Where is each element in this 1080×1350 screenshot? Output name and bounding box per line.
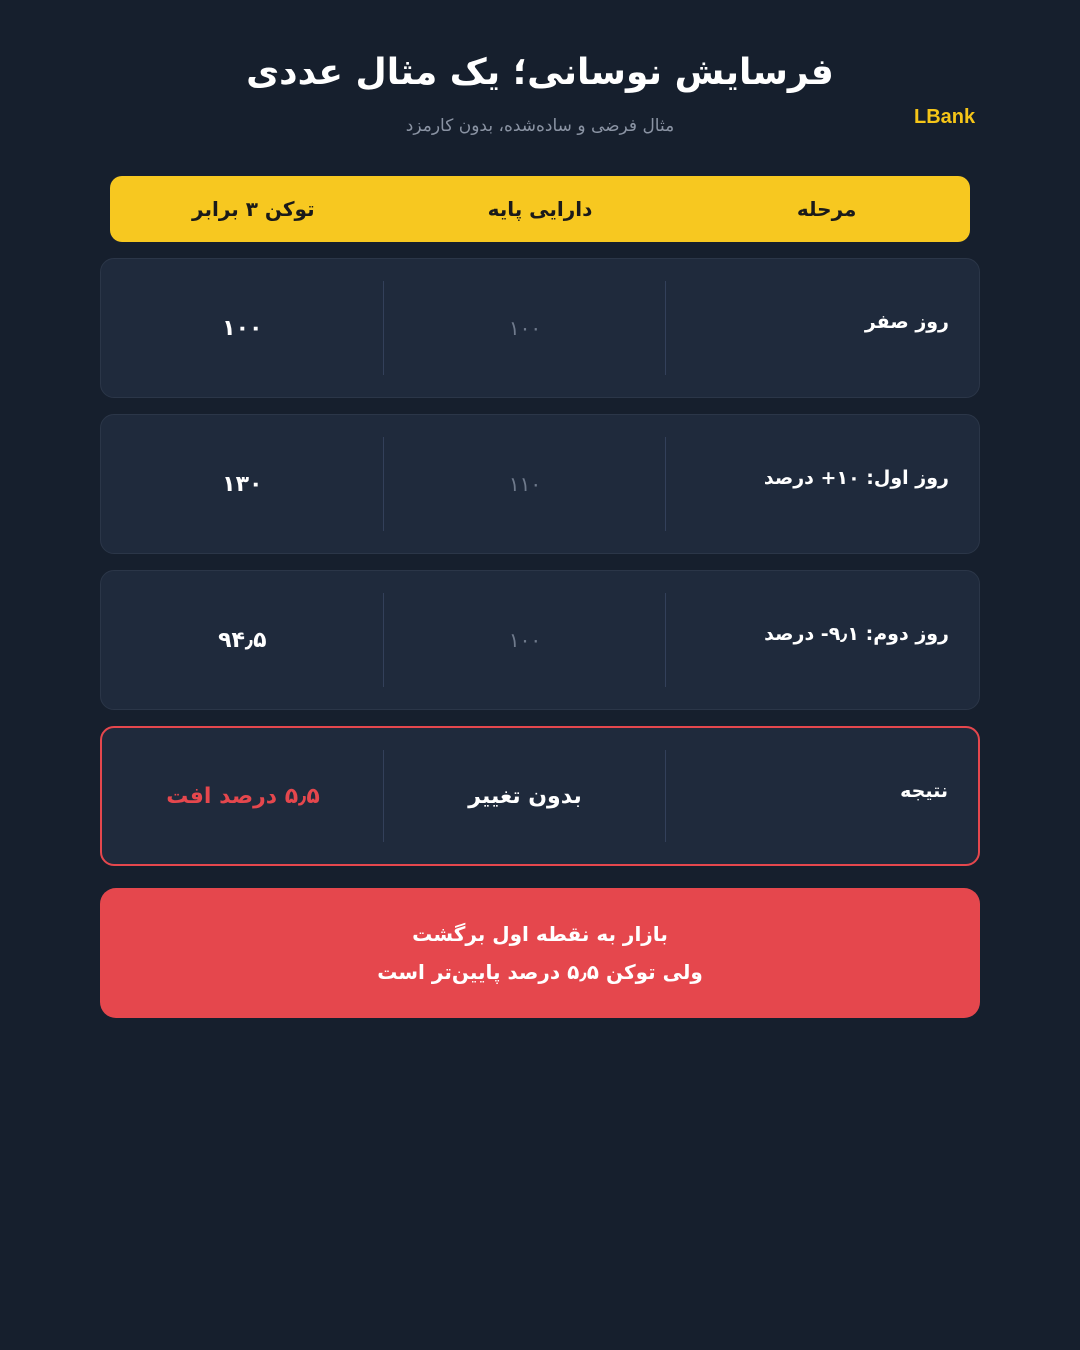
result-base-value: بدون تغییر <box>384 728 666 864</box>
brand-logo-text: LBank <box>914 106 976 128</box>
row-token-value: ۱۰۰ <box>101 259 384 397</box>
header-base-asset: دارایی پایه <box>487 197 593 221</box>
row-stage: روز اول: ۱۰+ درصد <box>763 467 949 489</box>
table-header <box>110 176 970 242</box>
row-stage: روز صفر <box>864 311 949 333</box>
row-base-value: ۱۰۰ <box>384 571 667 709</box>
page-subtitle: مثال فرضی و ساده‌شده، بدون کارمزد <box>405 116 675 136</box>
header-stage: مرحله <box>796 197 857 221</box>
result-row <box>100 726 980 866</box>
row-stage: روز دوم: ۹٫۱- درصد <box>764 623 949 645</box>
result-token-value: ۵٫۵ درصد افت <box>102 728 384 864</box>
summary-banner <box>100 888 980 1018</box>
result-stage: نتیجه <box>900 780 948 802</box>
page-title: فرسایش نوسانی؛ یک مثال عددی <box>246 52 834 93</box>
summary-line-1: بازار به نقطه اول برگشت <box>412 922 668 946</box>
row-token-value: ۱۳۰ <box>101 415 384 553</box>
summary-line-2: ولی توکن ۵٫۵ درصد پایین‌تر است <box>377 960 703 984</box>
row-base-value: ۱۰۰ <box>384 259 667 397</box>
row-base-value: ۱۱۰ <box>384 415 667 553</box>
table-row <box>100 414 980 554</box>
table-row <box>100 570 980 710</box>
table-row <box>100 258 980 398</box>
row-token-value: ۹۴٫۵ <box>101 571 384 709</box>
header-3x-token: توکن ۳ برابر <box>192 197 315 221</box>
